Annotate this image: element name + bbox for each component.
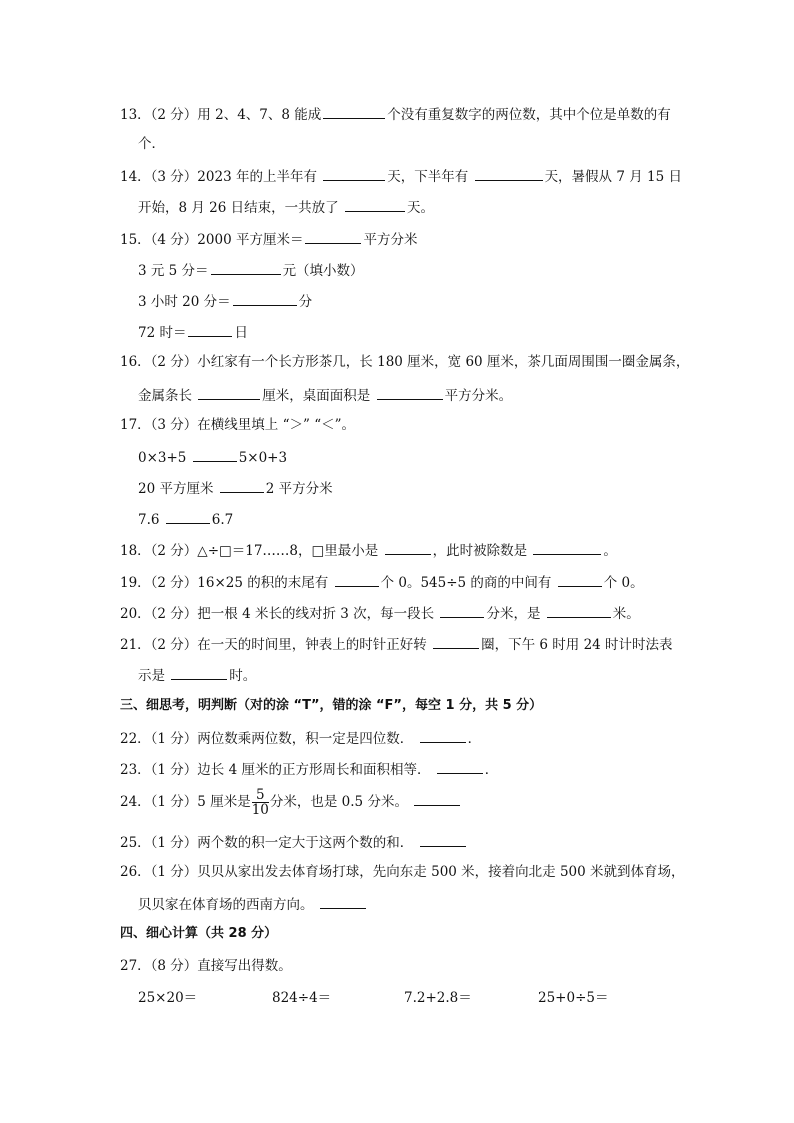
q24-text-a: 24．（1 分）5 厘米是 [120, 794, 251, 810]
q14-text-d: 开始，8 月 26 日结束，一共放了 [138, 200, 339, 216]
section-3-heading [120, 697, 542, 715]
q20-text-c: 米。 [612, 606, 640, 622]
answer-blank[interactable] [533, 540, 601, 555]
answer-blank[interactable] [220, 478, 264, 493]
q21-text-b: 圈，下午 6 时用 24 时计时法表 [481, 637, 673, 653]
q21-text-a: 21．（2 分）在一天的时间里，钟表上的时针正好转 [120, 637, 427, 653]
q14-text-c: 天，暑假从 7 月 15 日 [544, 169, 682, 185]
answer-blank[interactable] [171, 665, 227, 680]
calc-item: 25×20＝ [138, 990, 198, 1006]
q16-line2 [138, 385, 512, 405]
section-4-heading [120, 925, 277, 943]
answer-blank[interactable] [345, 197, 405, 212]
answer-blank[interactable] [233, 291, 297, 306]
q13-text-a: 13．（2 分）用 2、4、7、8 能成 [120, 107, 322, 123]
question-25 [120, 832, 468, 852]
fraction [252, 788, 269, 817]
calc-item: 7.2+2.8＝ [404, 990, 472, 1006]
q18-text-c: 。 [603, 543, 617, 559]
q20-text-b: 分米，是 [486, 606, 541, 622]
answer-blank[interactable] [335, 572, 379, 587]
q14-text-a: 14．（3 分）2023 年的上半年有 [120, 169, 317, 185]
q17-text-a: 17．（3 分）在横线里填上 “＞” “＜”。 [120, 417, 355, 433]
answer-blank[interactable] [320, 894, 366, 909]
q17-left-1: 0×3+5 [138, 450, 187, 466]
q16-text-d: 平方分米。 [444, 388, 513, 404]
section-4-title: 四、细心计算（共 28 分） [120, 926, 278, 941]
q13-line2 [138, 135, 165, 153]
q15-text-f: 分 [298, 294, 313, 310]
q26-text-b: 贝贝家在体育场的西南方向。 [138, 897, 314, 913]
q19-text-b: 个 0。545÷5 的商的中间有 [380, 575, 552, 591]
answer-blank[interactable] [414, 791, 460, 806]
answer-blank[interactable] [440, 603, 484, 618]
answer-blank[interactable] [558, 572, 602, 587]
question-18 [120, 540, 617, 560]
q15-text-a: 15．（4 分）2000 平方厘米＝ [120, 232, 304, 248]
answer-blank[interactable] [437, 759, 483, 774]
q22-text-b: ． [467, 731, 482, 747]
q15-line4 [138, 322, 248, 342]
q15-text-d: 元（填小数） [282, 263, 364, 279]
q23-text-a: 23．（1 分）边长 4 厘米的正方形周长和面积相等． [120, 762, 431, 778]
answer-blank[interactable] [377, 385, 443, 400]
question-15 [120, 229, 417, 249]
q17-right-1: 5×0+3 [238, 450, 288, 466]
answer-blank[interactable] [193, 447, 237, 462]
q17-row3 [138, 509, 233, 529]
q15-text-c: 3 元 5 分＝ [138, 263, 209, 279]
q21-text-d: 时。 [229, 668, 257, 684]
answer-blank[interactable] [475, 166, 543, 181]
q21-line2 [138, 665, 256, 685]
question-19 [120, 572, 644, 592]
question-23 [120, 759, 498, 779]
answer-blank[interactable] [385, 540, 431, 555]
answer-blank[interactable] [198, 385, 260, 400]
fraction-denominator: 10 [251, 802, 269, 818]
answer-blank[interactable] [420, 832, 466, 847]
calc-item: 824÷4＝ [272, 990, 332, 1006]
question-17 [120, 416, 355, 434]
q24-text-b: 分米，也是 0.5 分米。 [269, 794, 408, 810]
question-20 [120, 603, 640, 623]
q27-text-a: 27．（8 分）直接写出得数。 [120, 958, 292, 974]
section-3-title: 三、细思考，明判断（对的涂 “T”，错的涂 “F”，每空 1 分，共 5 分） [120, 698, 543, 713]
q14-line2 [138, 197, 434, 217]
question-14 [120, 166, 682, 186]
q19-text-a: 19．（2 分）16×25 的积的末尾有 [120, 575, 329, 591]
q18-text-b: ，此时被除数是 [432, 543, 528, 559]
q15-text-b: 平方分米 [363, 232, 418, 248]
question-27 [120, 957, 292, 975]
answer-blank[interactable] [188, 322, 232, 337]
q17-right-3: 6.7 [211, 512, 234, 528]
answer-blank[interactable] [166, 509, 210, 524]
q17-right-2: 2 平方分米 [265, 481, 333, 497]
q23-text-b: ． [484, 762, 499, 778]
q15-text-e: 3 小时 20 分＝ [138, 294, 231, 310]
question-24 [120, 786, 462, 818]
q21-text-c: 示是 [138, 668, 165, 684]
q15-line3 [138, 291, 312, 311]
question-26 [120, 863, 685, 881]
answer-blank[interactable] [433, 634, 479, 649]
fraction-numerator: 5 [252, 788, 269, 803]
q26-text-a: 26．（1 分）贝贝从家出发去体育场打球，先向东走 500 米，接着向北走 500 米就到体育场， [120, 864, 685, 880]
q16-text-b: 金属条长 [138, 388, 192, 404]
answer-blank[interactable] [211, 260, 281, 275]
q15-text-g: 72 时＝ [138, 325, 187, 341]
q18-text-a: 18．（2 分）△÷□＝17……8，□里最小是 [120, 543, 379, 559]
question-22 [120, 728, 481, 748]
q22-text-a: 22．（1 分）两位数乘两位数，积一定是四位数． [120, 731, 414, 747]
q15-line2 [138, 260, 364, 280]
q17-left-3: 7.6 [138, 512, 160, 528]
q16-text-c: 厘米，桌面面积是 [262, 388, 371, 404]
q14-text-b: 天，下半年有 [387, 169, 469, 185]
q13-text-c: 个． [138, 136, 165, 152]
answer-blank[interactable] [547, 603, 611, 618]
q26-line2 [138, 894, 368, 914]
question-13 [120, 104, 671, 124]
calc-item: 25+0÷5＝ [538, 990, 609, 1006]
q17-left-2: 20 平方厘米 [138, 481, 214, 497]
answer-blank[interactable] [420, 728, 466, 743]
question-21 [120, 634, 673, 654]
q14-text-e: 天。 [406, 200, 434, 216]
q15-text-h: 日 [234, 325, 248, 341]
q19-text-c: 个 0。 [603, 575, 644, 591]
answer-blank[interactable] [323, 104, 385, 119]
answer-blank[interactable] [323, 166, 385, 181]
q13-text-b: 个没有重复数字的两位数，其中个位是单数的有 [387, 107, 671, 123]
q25-text-a: 25．（1 分）两个数的积一定大于这两个数的和． [120, 835, 414, 851]
q16-text-a: 16．（2 分）小红家有一个长方形茶几，长 180 厘米，宽 60 厘米，茶几面周围围一圈金属条， [120, 354, 690, 370]
q20-text-a: 20．（2 分）把一根 4 米长的线对折 3 次，每一段长 [120, 606, 435, 622]
q17-row2 [138, 478, 333, 498]
q17-row1 [138, 447, 287, 467]
question-16 [120, 353, 689, 371]
answer-blank[interactable] [305, 229, 361, 244]
